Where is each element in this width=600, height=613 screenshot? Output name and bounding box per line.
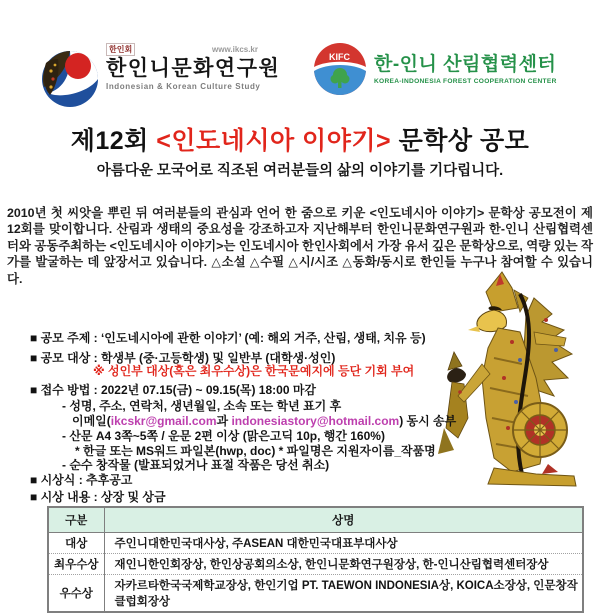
prize-list: 재인니한인회장상, 한인상공회의소상, 한인니문화연구원장상, 한-인니산림협력센터장상 bbox=[104, 553, 583, 574]
contest-title bbox=[0, 121, 600, 157]
detail-target-note: ※ 성인부 대상(혹은 최우수상)은 한국문예지에 등단 기회 부여 bbox=[93, 364, 415, 378]
wayang-puppet-image bbox=[424, 268, 586, 498]
detail-method-sub5: - 순수 창작물 (발표되었거나 표절 작품은 당선 취소) bbox=[62, 458, 330, 472]
email-line-suffix: ) 동시 송부 bbox=[399, 414, 457, 428]
detail-method-sub3: - 산문 A4 3쪽~5쪽 / 운문 2편 이상 (맑은고딕 10p, 행간 160%) bbox=[62, 429, 385, 443]
ikcs-title: 한인니문화연구원 bbox=[106, 57, 281, 80]
table-row bbox=[48, 574, 583, 612]
ikcs-subtitle: Indonesian & Korean Culture Study bbox=[106, 82, 261, 91]
table-row bbox=[48, 532, 583, 553]
prize-table-header-category: 구분 bbox=[48, 507, 104, 532]
email-line-mid: 과 bbox=[216, 414, 232, 428]
detail-method: ■ 접수 방법 : 2022년 07.15(금) ~ 09.15(목) 18:00 마감 bbox=[30, 383, 317, 397]
ikcs-taegeuk-icon bbox=[40, 49, 100, 109]
prize-table bbox=[47, 506, 584, 613]
prize-category: 우수상 bbox=[48, 574, 104, 612]
kifc-title: 한-인니 산림협력센터 bbox=[374, 54, 557, 75]
kifc-subtitle: KOREA-INDONESIA FOREST COOPERATION CENTER bbox=[374, 78, 557, 85]
svg-text:KIFC: KIFC bbox=[329, 52, 350, 62]
detail-method-sub1: - 성명, 주소, 연락처, 생년월일, 소속 또는 학년 표기 후 bbox=[62, 399, 342, 413]
ikcs-url: www.ikcs.kr bbox=[212, 45, 258, 54]
prize-list: 자카르타한국국제학교장상, 한인기업 PT. TAEWON INDONESIA상, KOICA소장상, 인문창작클럽회장상 bbox=[104, 574, 583, 612]
contest-title-suffix: 문학상 공모 bbox=[391, 127, 530, 155]
contest-title-highlight: <인도네시아 이야기> bbox=[156, 127, 392, 155]
detail-topic: ■ 공모 주제 : ‘인도네시아에 관한 이야기’ (예: 해외 거주, 산림, 생태, 치유 등) bbox=[30, 331, 426, 345]
email-line-prefix: 이메일( bbox=[72, 414, 111, 428]
kifc-logo bbox=[313, 42, 557, 96]
prize-table-header-prizes: 상명 bbox=[104, 507, 583, 532]
ikcs-small-label: 한인회 bbox=[106, 43, 135, 56]
prize-category: 대상 bbox=[48, 532, 104, 553]
detail-ceremony: ■ 시상식 : 추후공고 bbox=[30, 473, 133, 487]
detail-target: ■ 공모 대상 : 학생부 (중·고등학생) 및 일반부 (대학생·성인) bbox=[30, 351, 336, 365]
intro-paragraph: 2010년 첫 씨앗을 뿌린 뒤 여러분들의 관심과 언어 한 줌으로 키운 <인도네시아 이야기> 문학상 공모전이 제12회를 맞이합니다. 산림과 생태의 중요성을 강조하고자 지난해부터 한인니문화연구원과 한-인니 산림협력센터와 공동주최하는 <인도네시아 이야기>는 인도네시아 한인사회에서 가장 유서 깊은 문학상으로, 역량 있는 작가를 발굴하는 데 앞장서고 있습니다. △소설 △수필 △시/시조 △동화/동시로 한인들 누구나 참여할 수 있습니다. bbox=[7, 206, 594, 286]
email-link-gmail[interactable]: ikcskr@gmail.com bbox=[110, 414, 217, 428]
contest-slogan: 아름다운 모국어로 직조된 여러분들의 삶의 이야기를 기다립니다. bbox=[96, 163, 504, 179]
prize-list: 주인니대한민국대사상, 주ASEAN 대한민국대표부대사상 bbox=[114, 537, 398, 550]
contest-title-prefix: 제12회 bbox=[70, 127, 157, 155]
email-link-hotmail[interactable]: indonesiastory@hotmail.com bbox=[231, 414, 400, 428]
detail-award-content: ■ 시상 내용 : 상장 및 상금 bbox=[30, 490, 166, 504]
detail-method-sub4: * 한글 또는 MS워드 파일본(hwp, doc) * 파일명은 지원자이름_작품명 bbox=[75, 444, 436, 458]
table-row bbox=[48, 553, 583, 574]
ikcs-logo bbox=[40, 40, 280, 109]
kifc-badge-icon bbox=[313, 42, 367, 96]
prize-table-header-row bbox=[48, 507, 583, 532]
prize-category: 최우수상 bbox=[48, 553, 104, 574]
